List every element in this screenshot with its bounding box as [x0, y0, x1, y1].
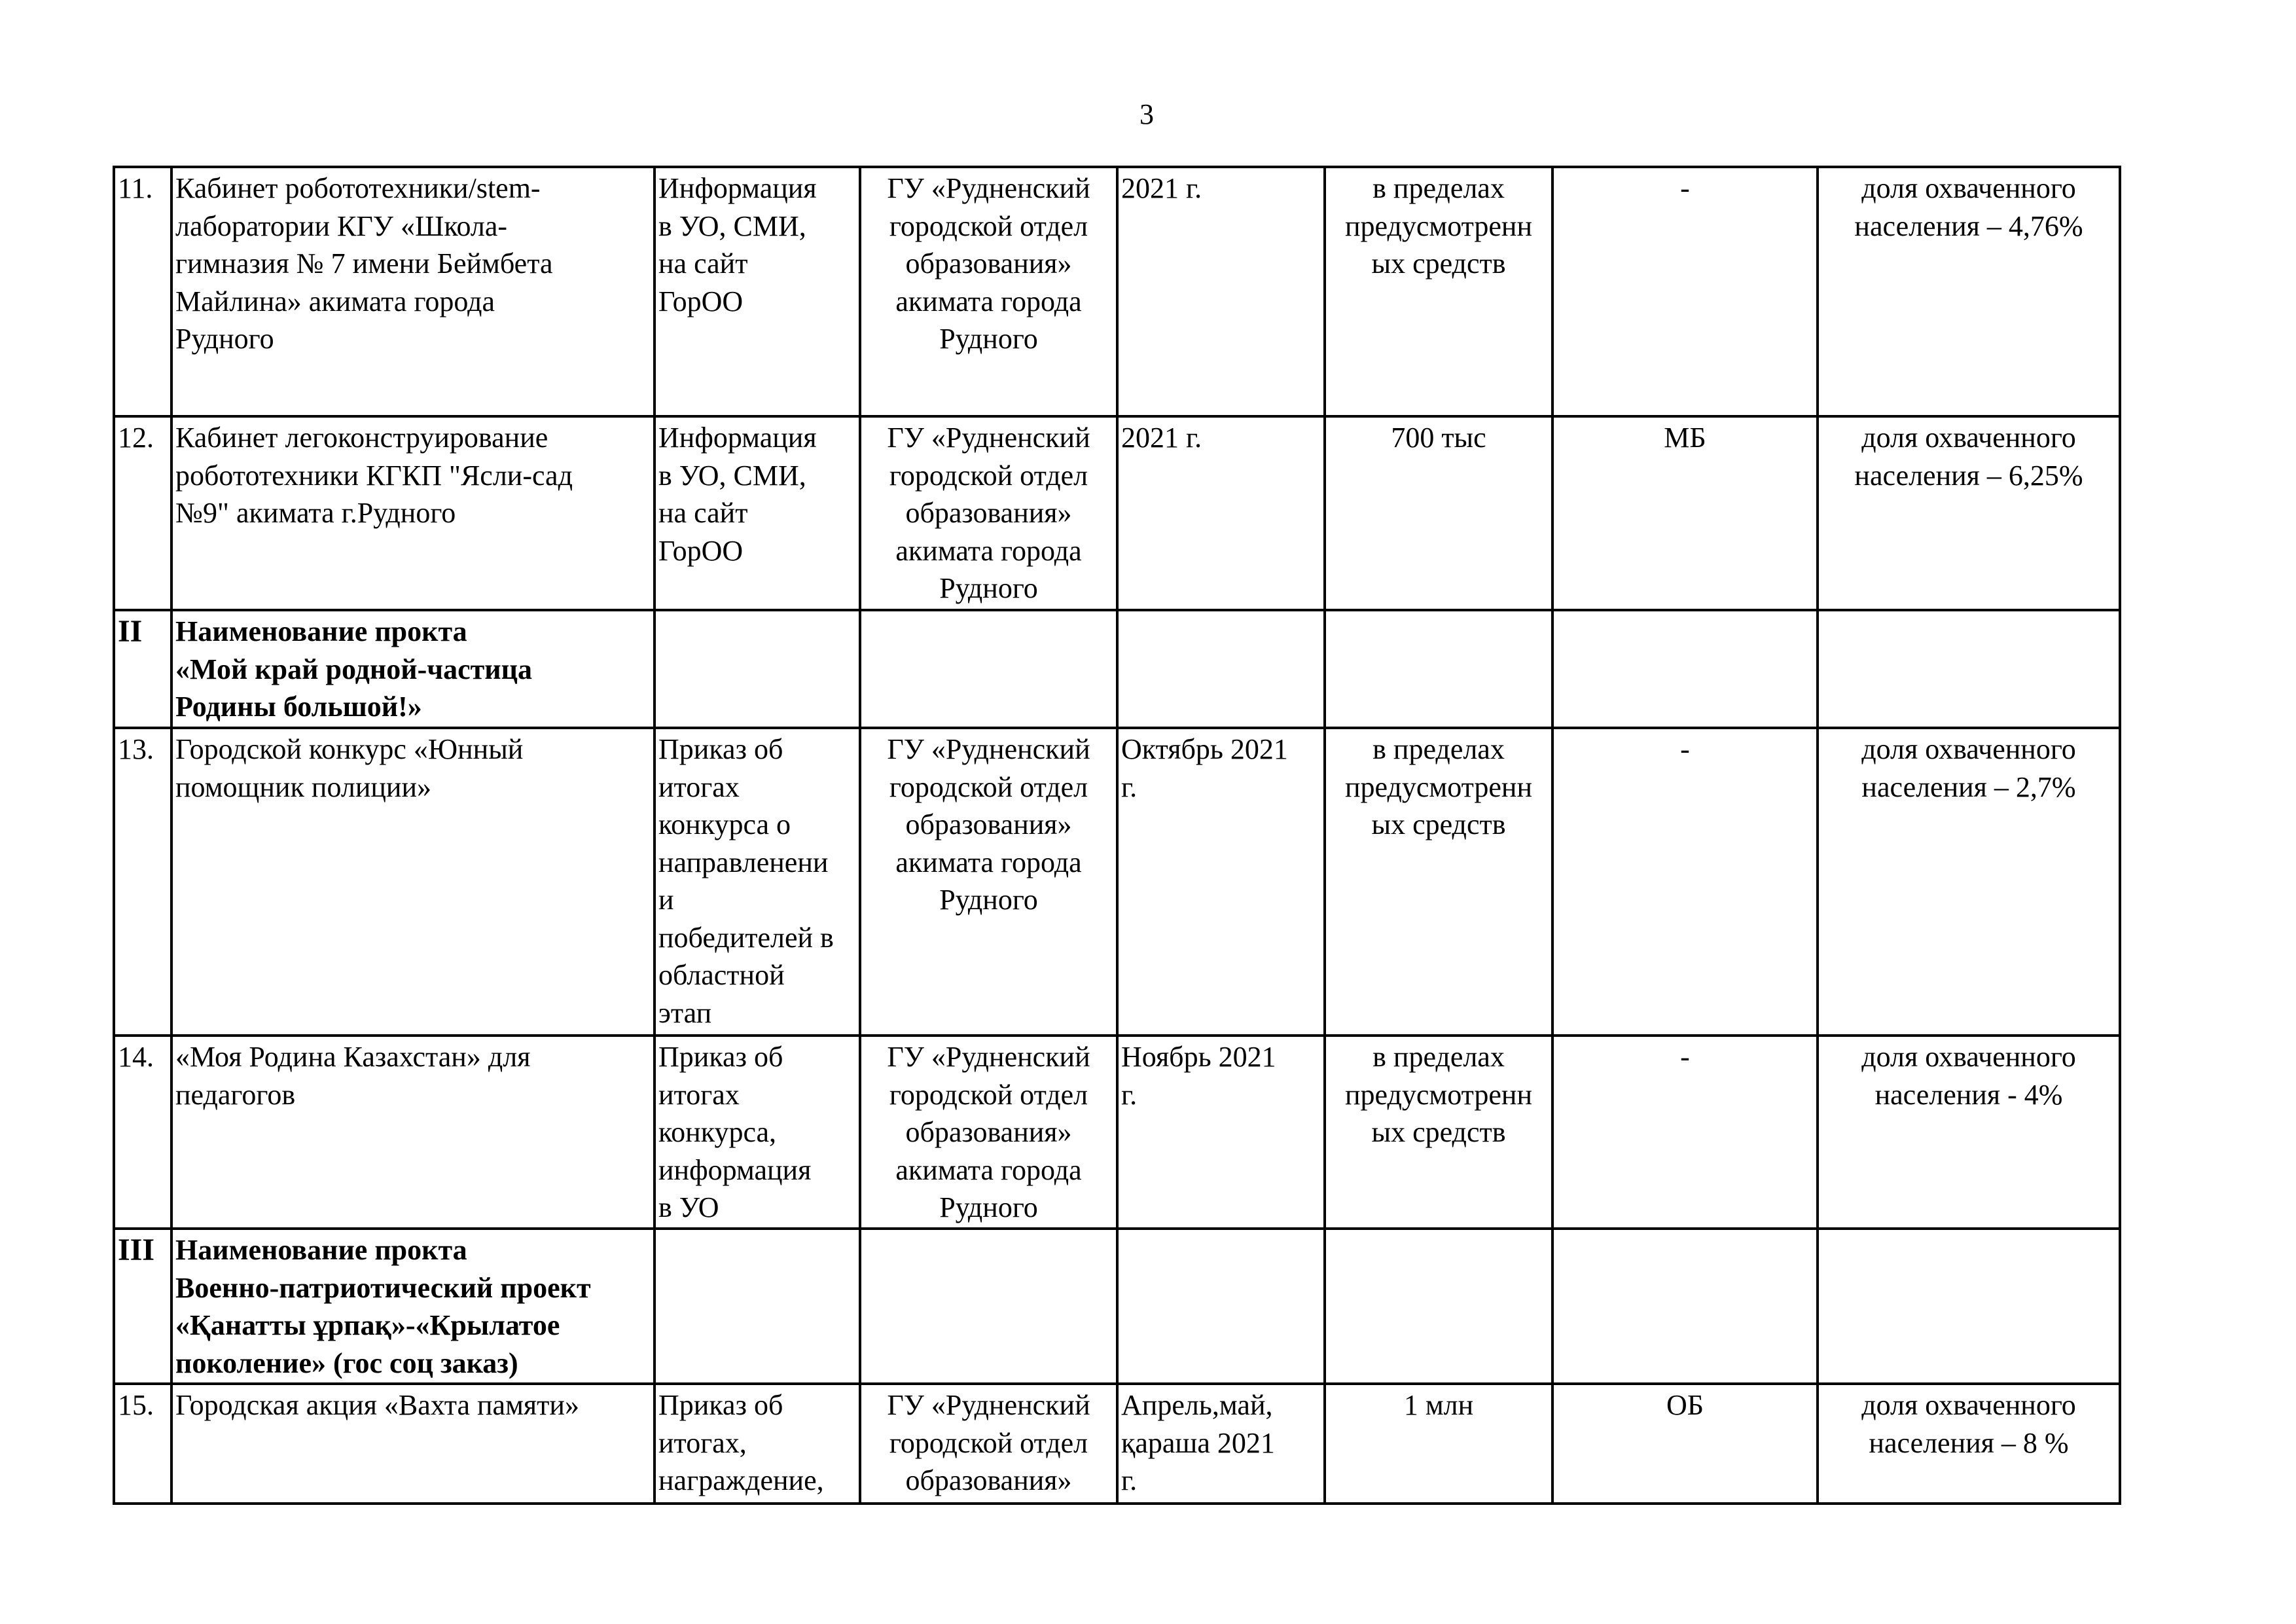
- cell-text-line: ГУ «Рудненский: [887, 172, 1090, 204]
- indicator-cell: [1818, 416, 2120, 610]
- row-number: III: [114, 1229, 171, 1384]
- cell-text-line: городской отдел: [889, 1426, 1088, 1459]
- funding-cell: [1325, 610, 1552, 728]
- period-cell: [1117, 1229, 1325, 1384]
- cell-text-line: населения – 2,7%: [1861, 770, 2076, 803]
- cell-text-line: акимата города: [895, 285, 1082, 317]
- responsible-cell: [860, 1229, 1117, 1384]
- cell-text-line: населения – 8 %: [1869, 1426, 2069, 1459]
- cell-text-line: -: [1680, 733, 1690, 765]
- funding-cell: [1325, 1384, 1552, 1504]
- cell-text-line: конкурса,: [658, 1116, 777, 1148]
- cell-text-line: 2021 г.: [1121, 172, 1202, 204]
- responsible-cell: [860, 1036, 1117, 1229]
- cell-text-line: ГУ «Рудненский: [887, 733, 1090, 765]
- cell-text-line: г.: [1121, 770, 1138, 803]
- cell-text-line: Приказ об: [658, 1041, 783, 1073]
- source-cell: [1552, 728, 1818, 1036]
- cell-text-line: ГУ «Рудненский: [887, 1389, 1090, 1421]
- cell-text-line: акимата города: [895, 534, 1082, 567]
- cell-text-line: ых средств: [1371, 247, 1506, 280]
- period-cell: [1117, 728, 1325, 1036]
- cell-text-line: Октябрь 2021: [1121, 733, 1288, 765]
- cell-text-line: ОБ: [1666, 1389, 1704, 1421]
- cell-text-line: Рудного: [939, 323, 1038, 355]
- cell-text-line: в пределах: [1372, 733, 1505, 765]
- source-cell: [1552, 1036, 1818, 1229]
- name-cell: [171, 167, 655, 416]
- cell-text-line: Городская акция «Вахта памяти»: [175, 1389, 579, 1421]
- cell-text-line: помощник полиции»: [175, 770, 432, 803]
- cell-text-line: ГУ «Рудненский: [887, 422, 1090, 454]
- cell-text-line: 700 тыс: [1391, 422, 1486, 454]
- cell-text-line: «Мой край родной-частица: [175, 653, 532, 685]
- cell-text-line: ГорОО: [658, 534, 744, 567]
- indicator-cell: [1818, 728, 2120, 1036]
- indicator-cell: [1818, 167, 2120, 416]
- cell-text-line: ГУ «Рудненский: [887, 1041, 1090, 1073]
- row-number: 15.: [114, 1384, 171, 1504]
- period-cell: [1117, 1384, 1325, 1504]
- cell-text-line: Кабинет легоконструирование: [175, 422, 548, 454]
- result-cell: [655, 416, 860, 610]
- cell-text-line: робототехники КГКП "Ясли-сад: [175, 459, 573, 492]
- name-cell: [171, 1229, 655, 1384]
- cell-text-line: образования»: [905, 1116, 1072, 1148]
- row-number: 14.: [114, 1036, 171, 1229]
- cell-text-line: образования»: [905, 808, 1072, 840]
- result-cell: [655, 1229, 860, 1384]
- responsible-cell: [860, 1384, 1117, 1504]
- cell-text-line: образования»: [905, 1464, 1072, 1496]
- row-number: 11.: [114, 167, 171, 416]
- source-cell: [1552, 416, 1818, 610]
- indicator-cell: [1818, 1384, 2120, 1504]
- cell-text-line: Рудного: [939, 884, 1038, 916]
- cell-text-line: Рудного: [939, 572, 1038, 604]
- cell-text-line: Наименование прокта: [175, 1234, 467, 1266]
- cell-text-line: областной: [658, 959, 785, 991]
- section-header-row: [114, 610, 2120, 728]
- row-number: 12.: [114, 416, 171, 610]
- cell-text-line: доля охваченного: [1861, 422, 2076, 454]
- cell-text-line: итогах: [658, 770, 740, 803]
- cell-text-line: г.: [1121, 1078, 1138, 1111]
- funding-cell: [1325, 1229, 1552, 1384]
- cell-text-line: доля охваченного: [1861, 733, 2076, 765]
- indicator-cell: [1818, 1036, 2120, 1229]
- cell-text-line: Информация: [658, 422, 817, 454]
- result-cell: [655, 1384, 860, 1504]
- cell-text-line: 2021 г.: [1121, 422, 1202, 454]
- cell-text-line: в УО, СМИ,: [658, 209, 806, 242]
- cell-text-line: №9" акимата г.Рудного: [175, 497, 456, 529]
- cell-text-line: Информация: [658, 172, 817, 204]
- cell-text-line: итогах,: [658, 1426, 747, 1459]
- table-row: [114, 728, 2120, 1036]
- cell-text-line: ых средств: [1371, 1116, 1506, 1148]
- cell-text-line: предусмотренн: [1344, 1078, 1533, 1111]
- cell-text-line: образования»: [905, 247, 1072, 280]
- cell-text-line: қараша 2021: [1121, 1426, 1275, 1459]
- name-cell: [171, 1036, 655, 1229]
- cell-text-line: награждение,: [658, 1464, 824, 1496]
- cell-text-line: доля охваченного: [1861, 1041, 2076, 1073]
- cell-text-line: МБ: [1664, 422, 1706, 454]
- cell-text-line: на сайт: [658, 247, 748, 280]
- cell-text-line: Наименование прокта: [175, 615, 467, 647]
- name-cell: [171, 610, 655, 728]
- cell-text-line: поколение» (гос соц заказ): [175, 1346, 518, 1379]
- cell-text-line: в пределах: [1372, 1041, 1505, 1073]
- name-cell: [171, 416, 655, 610]
- indicator-cell: [1818, 610, 2120, 728]
- cell-text-line: Приказ об: [658, 1389, 783, 1421]
- table-row: [114, 416, 2120, 610]
- cell-text-line: акимата города: [895, 1153, 1082, 1186]
- cell-text-line: доля охваченного: [1861, 172, 2076, 204]
- table-row: [114, 167, 2120, 416]
- section-header-row: [114, 1229, 2120, 1384]
- cell-text-line: Приказ об: [658, 733, 783, 765]
- cell-text-line: образования»: [905, 497, 1072, 529]
- period-cell: [1117, 416, 1325, 610]
- cell-text-line: ых средств: [1371, 808, 1506, 840]
- cell-text-line: Майлина» акимата города: [175, 285, 495, 317]
- cell-text-line: победителей в: [658, 921, 834, 954]
- responsible-cell: [860, 167, 1117, 416]
- source-cell: [1552, 1229, 1818, 1384]
- cell-text-line: «Моя Родина Казахстан» для: [175, 1041, 531, 1073]
- cell-text-line: в УО, СМИ,: [658, 459, 806, 492]
- cell-text-line: Военно-патриотический проект: [175, 1271, 591, 1304]
- cell-text-line: Апрель,май,: [1121, 1389, 1273, 1421]
- cell-text-line: -: [1680, 172, 1690, 204]
- cell-text-line: этап: [658, 996, 712, 1029]
- source-cell: [1552, 1384, 1818, 1504]
- cell-text-line: направленени: [658, 846, 829, 878]
- period-cell: [1117, 167, 1325, 416]
- cell-text-line: населения – 6,25%: [1854, 459, 2083, 492]
- action-plan-table: [113, 166, 2121, 1505]
- table-row: [114, 1036, 2120, 1229]
- responsible-cell: [860, 610, 1117, 728]
- cell-text-line: конкурса о: [658, 808, 791, 840]
- cell-text-line: педагогов: [175, 1078, 296, 1111]
- cell-text-line: в пределах: [1372, 172, 1505, 204]
- cell-text-line: населения – 4,76%: [1854, 209, 2083, 242]
- indicator-cell: [1818, 1229, 2120, 1384]
- funding-cell: [1325, 1036, 1552, 1229]
- cell-text-line: городской отдел: [889, 1078, 1088, 1111]
- cell-text-line: «Қанатты ұрпақ»-«Крылатое: [175, 1309, 560, 1341]
- result-cell: [655, 728, 860, 1036]
- funding-cell: [1325, 167, 1552, 416]
- source-cell: [1552, 610, 1818, 728]
- row-number: 13.: [114, 728, 171, 1036]
- cell-text-line: -: [1680, 1041, 1690, 1073]
- cell-text-line: ГорОО: [658, 285, 744, 317]
- cell-text-line: предусмотренн: [1344, 770, 1533, 803]
- cell-text-line: городской отдел: [889, 209, 1088, 242]
- result-cell: [655, 1036, 860, 1229]
- name-cell: [171, 728, 655, 1036]
- cell-text-line: Рудного: [175, 323, 274, 355]
- result-cell: [655, 167, 860, 416]
- cell-text-line: лаборатории КГУ «Школа-: [175, 209, 508, 242]
- funding-cell: [1325, 728, 1552, 1036]
- cell-text-line: и: [658, 884, 674, 916]
- cell-text-line: итогах: [658, 1078, 740, 1111]
- cell-text-line: городской отдел: [889, 770, 1088, 803]
- cell-text-line: Городской конкурс «Юнный: [175, 733, 524, 765]
- funding-cell: [1325, 416, 1552, 610]
- cell-text-line: Кабинет робототехники/stem-: [175, 172, 541, 204]
- name-cell: [171, 1384, 655, 1504]
- cell-text-line: Рудного: [939, 1191, 1038, 1223]
- cell-text-line: г.: [1121, 1464, 1138, 1496]
- page-number: 3: [1139, 98, 1154, 130]
- cell-text-line: городской отдел: [889, 459, 1088, 492]
- period-cell: [1117, 610, 1325, 728]
- cell-text-line: населения - 4%: [1874, 1078, 2063, 1111]
- responsible-cell: [860, 728, 1117, 1036]
- result-cell: [655, 610, 860, 728]
- source-cell: [1552, 167, 1818, 416]
- responsible-cell: [860, 416, 1117, 610]
- cell-text-line: акимата города: [895, 846, 1082, 878]
- cell-text-line: на сайт: [658, 497, 748, 529]
- cell-text-line: в УО: [658, 1191, 719, 1223]
- cell-text-line: 1 млн: [1403, 1389, 1474, 1421]
- cell-text-line: доля охваченного: [1861, 1389, 2076, 1421]
- cell-text-line: предусмотренн: [1344, 209, 1533, 242]
- cell-text-line: Родины большой!»: [175, 691, 422, 723]
- row-number: II: [114, 610, 171, 728]
- cell-text-line: Ноябрь 2021: [1121, 1041, 1276, 1073]
- cell-text-line: гимназия № 7 имени Беймбета: [175, 247, 553, 280]
- period-cell: [1117, 1036, 1325, 1229]
- cell-text-line: информация: [658, 1153, 812, 1186]
- table-row: [114, 1384, 2120, 1504]
